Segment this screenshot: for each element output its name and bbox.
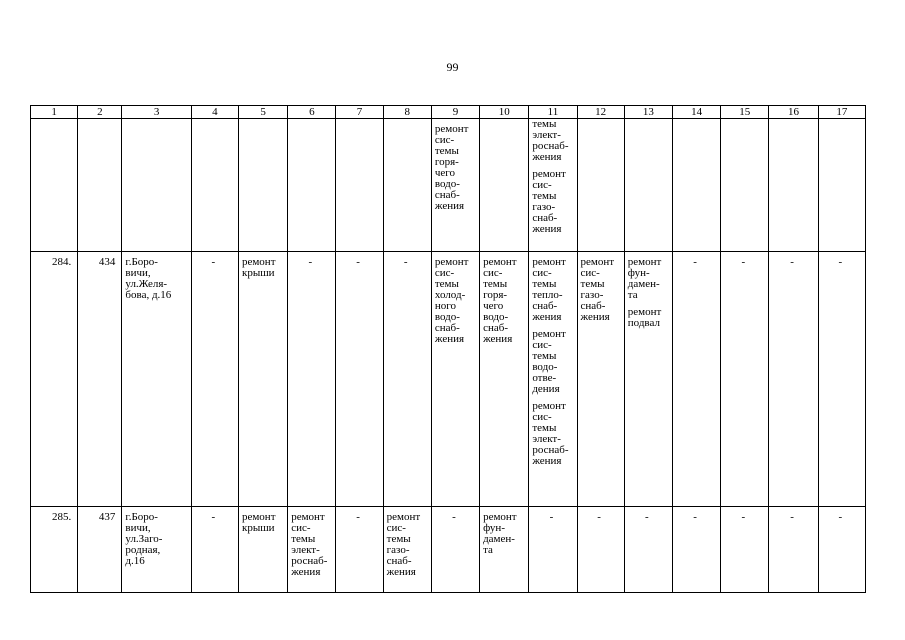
page-number: 99 xyxy=(446,60,459,74)
table-row-285 xyxy=(31,507,866,593)
table-cell xyxy=(672,119,720,252)
table-cell xyxy=(624,252,672,507)
column-header: 6 xyxy=(288,106,336,119)
work-type-text: ремонт сис- темы элект- роснаб- жения xyxy=(291,511,328,578)
table-cell xyxy=(336,119,383,252)
column-header: 1 xyxy=(31,106,78,119)
table-cell xyxy=(31,119,78,252)
address-text: г.Боро- вичи, ул.Желя- бова, д.16 xyxy=(125,256,172,301)
work-type-text: ремонт сис- темы холод- ного водо- снаб- жения xyxy=(434,256,469,345)
column-header: 12 xyxy=(577,106,624,119)
work-type-text: ремонт крыши xyxy=(241,511,276,534)
table-cell xyxy=(577,252,624,507)
work-type-text: ремонт сис- темы газо- снаб- жения xyxy=(386,511,421,578)
table-cell: - xyxy=(336,252,383,507)
table-cell xyxy=(191,119,238,252)
column-number-header-row xyxy=(31,106,866,119)
table-cell xyxy=(480,119,529,252)
column-header: 4 xyxy=(191,106,238,119)
work-type-text: ремонт сис- темы горя- чего водо- снаб- жения xyxy=(483,256,517,345)
table-cell xyxy=(238,507,287,593)
table-cell: - xyxy=(191,252,238,507)
table-cell xyxy=(721,119,769,252)
address-text: г.Боро- вичи, ул.Заго- родная, д.16 xyxy=(125,511,163,567)
table-cell: - xyxy=(529,507,577,593)
table-cell xyxy=(577,119,624,252)
table-cell: - xyxy=(288,252,336,507)
address-cell xyxy=(122,252,191,507)
table-cell xyxy=(288,507,336,593)
work-type-text: ремонт сис- темы водо- отве- дения xyxy=(532,328,566,395)
table-cell xyxy=(431,252,479,507)
table-cell xyxy=(480,252,529,507)
table-row-284 xyxy=(31,252,866,507)
column-header: 9 xyxy=(431,106,479,119)
table-cell: - xyxy=(383,252,431,507)
table-row-continuation xyxy=(31,119,866,252)
table-cell: - xyxy=(672,252,720,507)
table-cell xyxy=(431,119,479,252)
table-cell: - xyxy=(672,507,720,593)
table-cell: - xyxy=(431,507,479,593)
work-type-text: ремонт фун- дамен- та xyxy=(627,256,662,301)
table-cell xyxy=(769,119,818,252)
address-cell xyxy=(122,507,191,593)
table-cell xyxy=(78,119,122,252)
work-type-text: ремонт сис- темы горя- чего водо- снаб- жения xyxy=(434,123,469,212)
work-type-text: ремонт фун- дамен- та xyxy=(483,511,517,556)
table-cell: - xyxy=(818,252,865,507)
table-cell: - xyxy=(818,507,865,593)
table-cell: - xyxy=(721,507,769,593)
table-cell: - xyxy=(721,252,769,507)
table-cell: - xyxy=(769,252,818,507)
column-header: 7 xyxy=(336,106,383,119)
table-cell xyxy=(480,507,529,593)
column-header: 3 xyxy=(122,106,191,119)
table-cell xyxy=(383,507,431,593)
work-type-text: ремонт сис- темы элект- роснаб- жения xyxy=(532,400,569,467)
table-cell xyxy=(238,119,287,252)
column-header: 11 xyxy=(529,106,577,119)
repair-schedule-table xyxy=(30,105,866,593)
row-number: 284. xyxy=(31,252,78,507)
column-header: 16 xyxy=(769,106,818,119)
house-id: 437 xyxy=(78,507,122,593)
table-cell xyxy=(383,119,431,252)
table-cell: - xyxy=(769,507,818,593)
table-cell xyxy=(238,252,287,507)
table-cell xyxy=(529,119,577,252)
column-header: 15 xyxy=(721,106,769,119)
column-header: 8 xyxy=(383,106,431,119)
work-type-text: темы элект- роснаб- жения xyxy=(532,118,569,163)
house-id: 434 xyxy=(78,252,122,507)
row-number: 285. xyxy=(31,507,78,593)
work-type-text: ремонт сис- темы газо- снаб- жения xyxy=(580,256,615,323)
table-cell: - xyxy=(624,507,672,593)
table-cell xyxy=(122,119,191,252)
table-cell xyxy=(529,252,577,507)
work-type-text: ремонт подвал xyxy=(627,306,662,329)
column-header: 13 xyxy=(624,106,672,119)
work-type-text: ремонт крыши xyxy=(241,256,276,279)
table-cell: - xyxy=(336,507,383,593)
column-header: 2 xyxy=(78,106,122,119)
column-header: 5 xyxy=(238,106,287,119)
work-type-text: ремонт сис- темы газо- снаб- жения xyxy=(532,168,566,235)
column-header: 17 xyxy=(818,106,865,119)
table-cell xyxy=(818,119,865,252)
work-type-text: ремонт сис- темы тепло- снаб- жения xyxy=(532,256,566,323)
table-cell: - xyxy=(577,507,624,593)
column-header: 10 xyxy=(480,106,529,119)
table-cell: - xyxy=(191,507,238,593)
column-header: 14 xyxy=(672,106,720,119)
table-cell xyxy=(624,119,672,252)
table-cell xyxy=(288,119,336,252)
